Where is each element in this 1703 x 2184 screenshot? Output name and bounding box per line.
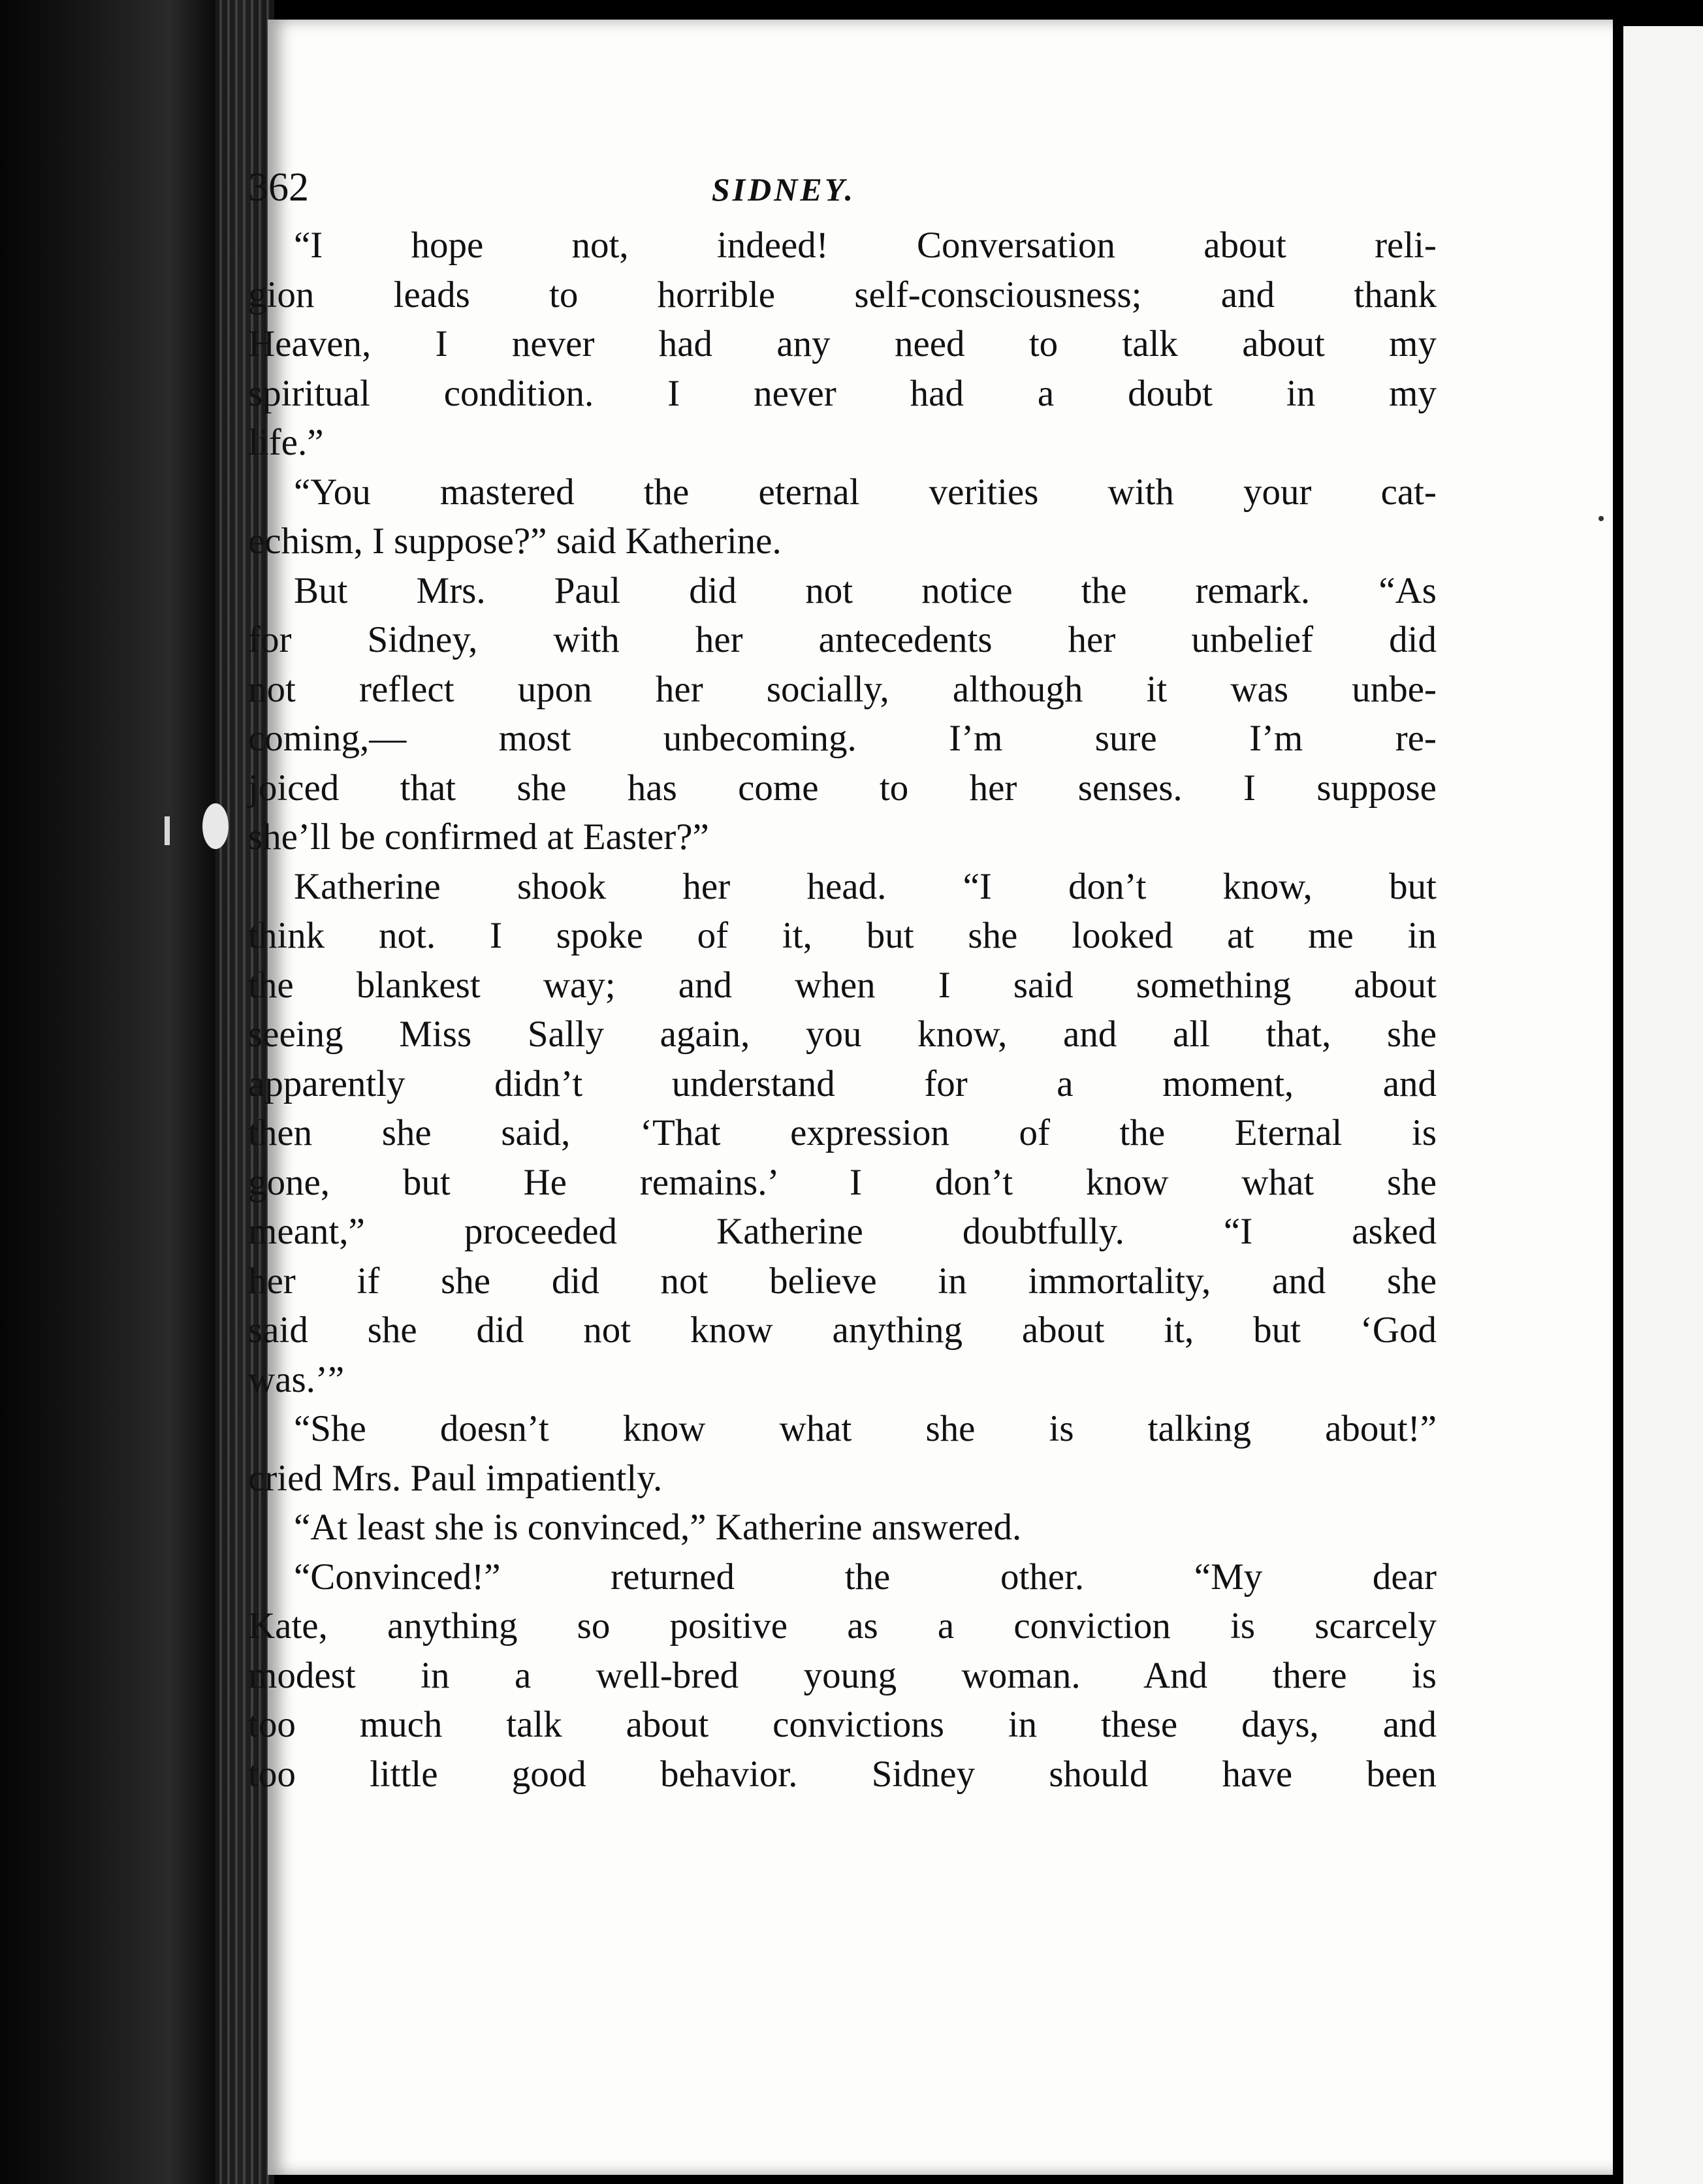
text-line: too much talk about convictions in these days, and	[248, 1704, 1437, 1745]
body-text	[248, 221, 1437, 1799]
text-line: then she said, ‘That expression of the Eternal is	[248, 1112, 1437, 1153]
text-line: her if she did not believe in immortality, and she	[248, 1260, 1437, 1302]
text-line: But Mrs. Paul did not notice the remark. “As	[294, 570, 1437, 611]
running-title: SIDNEY.	[711, 171, 856, 208]
running-head	[248, 163, 1437, 221]
text-line: seeing Miss Sally again, you know, and all that, she	[248, 1014, 1437, 1055]
text-line: gion leads to horrible self-consciousness; and thank	[248, 274, 1437, 315]
text-line: “I hope not, indeed! Conversation about reli-	[294, 225, 1437, 266]
text-line: gone, but He remains.’ I don’t know what she	[248, 1161, 1437, 1203]
page-number: 362	[248, 165, 309, 210]
next-page-edge	[1613, 26, 1703, 2184]
text-block	[248, 163, 1437, 1799]
text-line: Kate, anything so positive as a conviction is scarcely	[248, 1605, 1437, 1646]
text-line: “She doesn’t know what she is talking about!”	[294, 1408, 1437, 1449]
text-line: coming,— most unbecoming. I’m sure I’m re-	[248, 718, 1437, 759]
text-line: was.’”	[248, 1358, 345, 1400]
text-line: meant,” proceeded Katherine doubtfully. “I asked	[248, 1211, 1437, 1252]
text-line: cried Mrs. Paul impatiently.	[248, 1457, 663, 1499]
text-line: said she did not know anything about it, but ‘God	[248, 1309, 1437, 1351]
margin-mark	[165, 816, 170, 845]
text-line: think not. I spoke of it, but she looked at me in	[248, 915, 1437, 956]
text-line: life.”	[248, 422, 324, 463]
text-line: for Sidney, with her antecedents her unbelief did	[248, 619, 1437, 660]
text-line: echism, I suppose?” said Katherine.	[248, 521, 782, 562]
text-line: Heaven, I never had any need to talk about my	[248, 323, 1437, 364]
text-line: Katherine shook her head. “I don’t know, but	[294, 865, 1437, 907]
stray-dot	[1599, 516, 1604, 521]
text-line: too little good behavior. Sidney should have been	[248, 1753, 1437, 1795]
text-line: “You mastered the eternal verities with your cat-	[294, 471, 1437, 513]
text-line: joiced that she has come to her senses. I suppose	[248, 767, 1437, 809]
text-line: not reflect upon her socially, although it was unbe-	[248, 668, 1437, 710]
text-line: she’ll be confirmed at Easter?”	[248, 816, 709, 858]
text-line: “At least she is convinced,” Katherine answered.	[294, 1507, 1022, 1548]
text-line: “Convinced!” returned the other. “My dear	[294, 1556, 1437, 1598]
text-line: the blankest way; and when I said something about	[248, 964, 1437, 1006]
text-line: spiritual condition. I never had a doubt in my	[248, 372, 1437, 414]
text-line: apparently didn’t understand for a moment, and	[248, 1063, 1437, 1104]
margin-blot	[202, 803, 229, 849]
text-line: modest in a well-bred young woman. And there is	[248, 1654, 1437, 1696]
